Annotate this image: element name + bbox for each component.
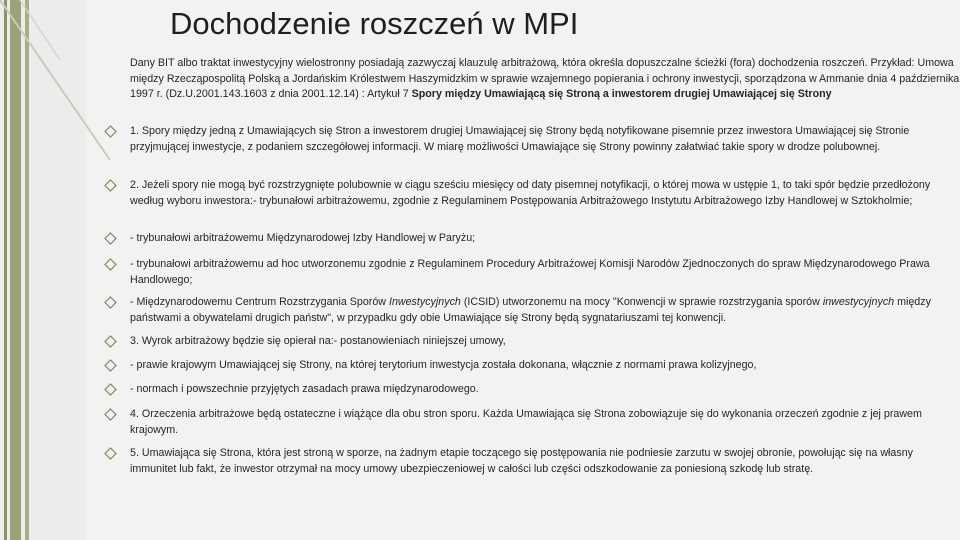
bullet-text: 2. Jeżeli spory nie mogą być rozstrzygnięte polubownie w ciągu sześciu miesięcy od daty pisemnej notyfikacji, o której mowa w ustępie 1, to taki spór będzie przedłożony według wyboru inwestora:- trybunałowi arbitrażowemu, zgodnie z Regulaminem Postępowania Arbitrażowego Instytutu Arbitrażowego Izby Handlowej w Sztokholmie; [130,179,931,207]
list-item [104,358,956,374]
bullet-text: - normach i powszechnie przyjętych zasadach prawa międzynarodowego. [130,383,479,395]
diamond-bullet-icon [104,408,117,421]
bullet-text: - trybunałowi arbitrażowemu Międzynarodowej Izby Handlowej w Paryżu; [130,232,476,244]
diamond-bullet-icon [104,125,117,138]
diamond-bullet-icon [104,335,117,348]
bullet-text-part: (ICSID) utworzonemu na mocy "Konwencji w sprawie rozstrzygania sporów [460,296,823,308]
diamond-bullet-icon [104,258,117,271]
bullet-text: 5. Umawiająca się Strona, która jest stroną w sporze, na żadnym etapie toczącego się postępowania nie podniesie zarzutu w swojej obronie, powołując się na własny immunitet lub fakt, że inwestor otrzymał na mocy umowy ubezpieczeniowej w całości lub części odszkodowanie za poniesioną szkodę lub stratę. [130,447,913,475]
bullet-text-part: - Międzynarodowemu Centrum Rozstrzygania Sporów [130,296,389,308]
list-item [104,231,956,247]
diamond-bullet-icon [104,179,117,192]
diamond-bullet-icon [104,359,117,372]
bullet-text: - trybunałowi arbitrażowemu ad hoc utworzonemu zgodnie z Regulaminem Procedury Arbitrażowej Komisji Narodów Zjednoczonych do spraw Międzynarodowego Prawa Handlowego; [130,258,930,286]
list-item [104,295,956,326]
diamond-bullet-icon [104,447,117,460]
bullet-text-italic: inwestycyjnych [822,296,895,308]
list-item [104,178,956,209]
list-item [104,382,956,398]
bullet-text: 3. Wyrok arbitrażowy będzie się opierał na:- postanowieniach niniejszej umowy, [130,335,506,347]
intro-text: Dany BIT albo traktat inwestycyjny wielostronny posiadają zazwyczaj klauzulę arbitrażową, która określa dopuszczalne ścieżki (fora) dochodzenia roszczeń. Przykład: Umowa między Rzecząpospolitą Polską a Jordańskim Królestwem Haszymidzkim w sprawie wzajemnego popierania i ochrony inwestycji, sporządzona w Ammanie dnia 4 października 1997 r. (Dz.U.2001.143.1603 z dnia 2001.12.14) : Artykuł 7 [130,57,960,101]
bullet-text [130,295,956,326]
bullet-text: - prawie krajowym Umawiającej się Strony, na której terytorium inwestycja została dokonana, włącznie z normami prawa kolizyjnego, [130,359,757,371]
list-item [104,124,956,155]
diamond-bullet-icon [104,296,117,309]
list-item [104,257,956,288]
bullet-text-part: między państwami a obywatelami drugich państw", w przypadku gdy obie Umawiające się Strony będą sygnatariuszami tej konwencji. [130,296,931,324]
list-item [104,334,956,350]
slide-title: Dochodzenie roszczeń w MPI [170,6,579,41]
intro-paragraph [130,56,960,103]
decorative-diagonal-lines [0,0,120,170]
bullet-text-italic: Inwestycyjnych [388,296,461,308]
bullet-text: 4. Orzeczenia arbitrażowe będą ostateczne i wiążące dla obu stron sporu. Każda Umawiająca się Strona zobowiązuje się do wykonania orzeczeń zgodnie z jej prawem krajowym. [130,408,922,436]
list-item [104,446,956,477]
list-item [104,407,956,438]
diamond-bullet-icon [104,383,117,396]
diamond-bullet-icon [104,232,117,245]
intro-bold-heading: Spory między Umawiającą się Stroną a inwestorem drugiej Umawiającej się Strony [411,88,832,101]
bullet-text: 1. Spory między jedną z Umawiających się Stron a inwestorem drugiej Umawiającej się Strony będą notyfikowane pisemnie przez inwestora Umawiającej się Stronie przyjmującej inwestycje, z podaniem szczegółowej informacji. W miarę możliwości Umawiające się Strony powinny załatwiać takie spory w drodze polubownej. [130,125,910,153]
